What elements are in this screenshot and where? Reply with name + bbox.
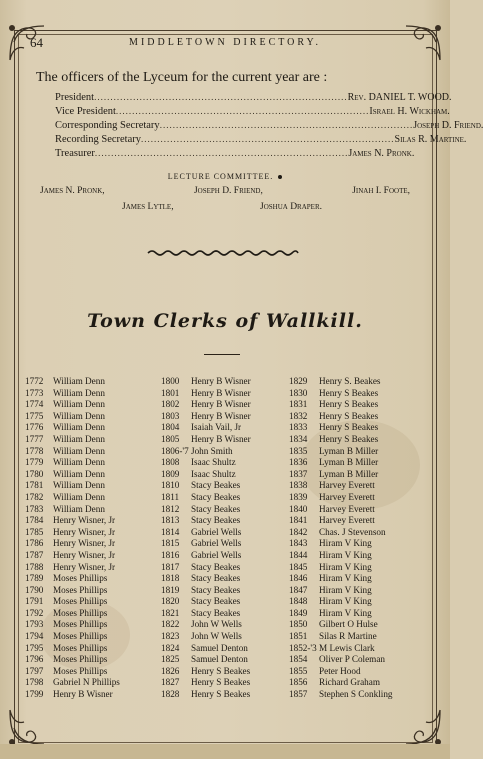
clerk-name: Hiram V King <box>319 561 372 572</box>
lecture-committee-title: LECTURE COMMITTEE. <box>167 172 274 181</box>
clerk-year: 1778 <box>25 445 44 456</box>
clerk-name: Stacy Beakes <box>191 561 241 572</box>
clerk-name: Isaac Shultz <box>191 468 236 479</box>
clerk-entry <box>289 608 393 620</box>
clerk-name: Stacy Beakes <box>191 515 241 526</box>
officer-role: Treasurer <box>55 148 95 159</box>
clerk-entry <box>161 388 251 400</box>
leader-dots: .............................................................................. <box>94 148 349 158</box>
clerk-name: Gabriel Wells <box>191 538 242 549</box>
clerk-year: 1808 <box>161 457 180 468</box>
clerk-name: Stacy Beakes <box>191 607 241 618</box>
clerk-entry <box>25 538 120 550</box>
clerk-name: Henry S Beakes <box>319 387 379 398</box>
clerk-name: Richard Graham <box>319 677 380 688</box>
clerk-name: William Denn <box>53 433 105 444</box>
clerk-name: Moses Phillips <box>53 584 108 595</box>
clerk-year: 1815 <box>161 538 180 549</box>
officer-row <box>55 148 415 162</box>
clerk-year: 1845 <box>289 561 308 572</box>
officer-name: Joseph D. Friend. <box>413 120 483 131</box>
clerk-entry <box>25 515 120 527</box>
officer-name: James N. Pronk. <box>348 148 415 159</box>
clerk-entry <box>25 666 120 678</box>
clerk-name: Stacy Beakes <box>191 491 241 502</box>
clerk-name: Henry Wisner, Jr <box>53 515 116 526</box>
clerk-name: William Denn <box>53 457 105 468</box>
clerk-name: Hiram V King <box>319 549 372 560</box>
clerks-column-2 <box>161 376 251 701</box>
clerk-year: 1821 <box>161 607 180 618</box>
clerk-name: Henry Wisner, Jr <box>53 549 116 560</box>
clerk-year: 1793 <box>25 619 44 630</box>
clerk-name: Lyman B Miller <box>319 445 379 456</box>
clerk-entry <box>25 677 120 689</box>
clerk-name: Lyman B Miller <box>319 457 379 468</box>
clerk-name: Moses Phillips <box>53 607 108 618</box>
clerk-year: 1818 <box>161 573 180 584</box>
clerk-year: 1844 <box>289 549 308 560</box>
clerk-name: Henry Wisner, Jr <box>53 526 116 537</box>
clerk-year: 1847 <box>289 584 308 595</box>
clerk-name: Henry B Wisner <box>191 387 251 398</box>
clerk-year: 1806-'7 <box>161 445 189 456</box>
clerk-name: Gilbert O Hulse <box>319 619 378 630</box>
clerk-year: 1784 <box>25 515 44 526</box>
clerk-name: Stephen S Conkling <box>319 689 393 700</box>
clerk-entry <box>25 527 120 539</box>
clerk-name: Gabriel Wells <box>191 549 242 560</box>
clerk-year: 1829 <box>289 376 308 386</box>
clerk-year: 1826 <box>161 665 180 676</box>
clerk-entry <box>161 596 251 608</box>
clerk-name: Gabriel Wells <box>191 526 242 537</box>
clerk-name: Harvey Everett <box>319 480 375 491</box>
clerk-entry <box>289 666 393 678</box>
clerk-entry <box>25 422 120 434</box>
clerk-year: 1835 <box>289 445 308 456</box>
clerk-year: 1785 <box>25 526 44 537</box>
clerk-year: 1803 <box>161 410 180 421</box>
clerk-name: John Smith <box>191 445 233 456</box>
officer-name: Israel H. Wickham. <box>369 106 450 117</box>
clerk-year: 1775 <box>25 410 44 421</box>
lyceum-intro: The officers of the Lyceum for the current year are : <box>36 70 328 85</box>
clerk-name: Harvey Everett <box>319 503 375 514</box>
clerk-name: Stacy Beakes <box>191 503 241 514</box>
clerk-name: Henry B Wisner <box>191 399 251 410</box>
clerk-entry <box>289 585 393 597</box>
clerk-entry <box>25 573 120 585</box>
clerk-entry <box>25 562 120 574</box>
clerk-year: 1830 <box>289 387 308 398</box>
clerk-entry <box>289 527 393 539</box>
clerk-name: Hiram V King <box>319 538 372 549</box>
clerk-name: Samuel Denton <box>191 654 248 665</box>
clerk-year: 1792 <box>25 607 44 618</box>
lecture-committee-row <box>40 186 410 196</box>
clerk-entry <box>161 446 251 458</box>
clerk-entry <box>289 654 393 666</box>
officer-name: Silas R. Martine. <box>394 134 467 145</box>
clerk-year: 1827 <box>161 677 180 688</box>
clerk-name: Gabriel N Phillips <box>53 677 120 688</box>
clerk-year: 1823 <box>161 631 180 642</box>
clerk-name: Lyman B Miller <box>319 468 379 479</box>
clerk-entry <box>25 504 120 516</box>
clerk-entry <box>161 376 251 388</box>
clerk-entry <box>25 631 120 643</box>
clerk-year: 1857 <box>289 689 308 700</box>
clerk-entry <box>289 434 393 446</box>
clerk-entry <box>289 492 393 504</box>
clerk-entry <box>161 504 251 516</box>
clerk-entry <box>289 376 393 388</box>
clerk-year: 1838 <box>289 480 308 491</box>
clerk-year: 1777 <box>25 433 44 444</box>
clerk-year: 1794 <box>25 631 44 642</box>
clerk-entry <box>25 469 120 481</box>
clerk-entry <box>25 608 120 620</box>
clerk-entry <box>289 619 393 631</box>
clerk-entry <box>161 677 251 689</box>
page-bottom-edge <box>0 744 450 759</box>
clerk-name: Samuel Denton <box>191 642 248 653</box>
clerk-year: 1851 <box>289 631 308 642</box>
title-rule <box>204 354 240 355</box>
clerk-name: William Denn <box>53 503 105 514</box>
clerk-entry <box>289 422 393 434</box>
clerk-name: William Denn <box>53 480 105 491</box>
officer-row <box>55 120 483 134</box>
clerk-year: 1828 <box>161 689 180 700</box>
clerk-name: Moses Phillips <box>53 596 108 607</box>
clerk-name: Stacy Beakes <box>191 480 241 491</box>
clerk-year: 1834 <box>289 433 308 444</box>
clerk-name: Henry B Wisner <box>191 410 251 421</box>
clerk-year: 1842 <box>289 526 308 537</box>
clerk-year: 1782 <box>25 491 44 502</box>
clerk-entry <box>161 562 251 574</box>
clerk-name: Isaac Shultz <box>191 457 236 468</box>
clerk-year: 1833 <box>289 422 308 433</box>
clerk-name: Henry B Wisner <box>53 689 113 700</box>
clerk-year: 1855 <box>289 665 308 676</box>
clerk-year: 1819 <box>161 584 180 595</box>
clerk-year: 1816 <box>161 549 180 560</box>
clerk-name: Henry S Beakes <box>319 433 379 444</box>
leader-dots: .............................................................................. <box>115 106 370 116</box>
clerk-entry <box>161 550 251 562</box>
clerk-entry <box>25 446 120 458</box>
clerk-name: Henry S Beakes <box>319 410 379 421</box>
clerk-entry <box>161 457 251 469</box>
clerk-year: 1825 <box>161 654 180 665</box>
clerk-entry <box>25 376 120 388</box>
clerk-entry <box>25 457 120 469</box>
officers-list <box>55 92 483 162</box>
clerk-entry <box>25 480 120 492</box>
clerk-entry <box>289 446 393 458</box>
clerk-year: 1839 <box>289 491 308 502</box>
clerk-year: 1836 <box>289 457 308 468</box>
clerk-year: 1837 <box>289 468 308 479</box>
clerk-entry <box>289 504 393 516</box>
clerk-entry <box>161 689 251 701</box>
officer-row <box>55 106 450 120</box>
committee-member: Joseph D. Friend, <box>193 186 263 196</box>
officer-role: Vice President <box>55 106 116 117</box>
running-head: MIDDLETOWN DIRECTORY. <box>129 37 321 48</box>
clerk-name: Henry S. Beakes <box>319 376 381 386</box>
clerk-name: Henry S Beakes <box>191 689 251 700</box>
clerks-column-1 <box>25 376 120 701</box>
clerk-name: Stacy Beakes <box>191 573 241 584</box>
officer-row <box>55 134 467 148</box>
clerk-name: Henry B Wisner <box>191 376 251 386</box>
clerk-name: Moses Phillips <box>53 619 108 630</box>
clerk-entry <box>25 689 120 701</box>
clerk-year: 1850 <box>289 619 308 630</box>
clerk-year: 1780 <box>25 468 44 479</box>
clerk-year: 1832 <box>289 410 308 421</box>
clerk-name: William Denn <box>53 376 105 386</box>
clerk-name: John W Wells <box>191 619 242 630</box>
committee-member: Joshua Draper. <box>260 202 322 212</box>
clerk-year: 1849 <box>289 607 308 618</box>
clerk-entry <box>289 469 393 481</box>
clerk-entry <box>289 573 393 585</box>
clerk-year: 1814 <box>161 526 180 537</box>
clerk-name: Chas. J Stevenson <box>319 526 386 537</box>
clerk-name: William Denn <box>53 422 105 433</box>
committee-member: James Lytle, <box>122 202 174 212</box>
clerk-entry <box>161 643 251 655</box>
clerk-name: Moses Phillips <box>53 573 108 584</box>
clerk-year: 1812 <box>161 503 180 514</box>
leader-dots: .............................................................................. <box>159 120 414 130</box>
committee-member: James N. Pronk, <box>40 186 105 196</box>
clerk-year: 1791 <box>25 596 44 607</box>
clerk-year: 1799 <box>25 689 44 700</box>
clerk-year: 1852-'3 <box>289 642 317 653</box>
clerk-year: 1805 <box>161 433 180 444</box>
clerk-year: 1824 <box>161 642 180 653</box>
clerk-entry <box>25 492 120 504</box>
section-title: Town Clerks of Wallkill. <box>87 310 363 332</box>
clerk-name: M Lewis Clark <box>319 642 375 653</box>
clerk-year: 1773 <box>25 387 44 398</box>
clerk-entry <box>289 550 393 562</box>
clerk-entry <box>289 480 393 492</box>
wavy-divider-icon <box>148 248 298 258</box>
clerk-year: 1843 <box>289 538 308 549</box>
clerk-entry <box>161 480 251 492</box>
clerk-entry <box>161 654 251 666</box>
leader-dots: .............................................................................. <box>141 134 395 144</box>
clerk-year: 1854 <box>289 654 308 665</box>
clerk-year: 1781 <box>25 480 44 491</box>
clerk-year: 1856 <box>289 677 308 688</box>
clerk-entry <box>161 434 251 446</box>
officer-role: Corresponding Secretary <box>55 120 160 131</box>
clerk-name: Moses Phillips <box>53 665 108 676</box>
clerk-name: Hiram V King <box>319 584 372 595</box>
clerk-year: 1788 <box>25 561 44 572</box>
clerk-name: William Denn <box>53 410 105 421</box>
clerk-year: 1790 <box>25 584 44 595</box>
clerk-entry <box>161 422 251 434</box>
clerk-name: William Denn <box>53 399 105 410</box>
clerk-entry <box>161 399 251 411</box>
clerk-name: Harvey Everett <box>319 515 375 526</box>
clerk-name: Stacy Beakes <box>191 596 241 607</box>
clerk-entry <box>25 434 120 446</box>
page-header <box>0 35 450 51</box>
lecture-committee-row <box>122 202 322 212</box>
clerk-entry <box>25 643 120 655</box>
clerk-entry <box>25 596 120 608</box>
clerk-entry <box>289 411 393 423</box>
clerk-year: 1774 <box>25 399 44 410</box>
clerk-year: 1848 <box>289 596 308 607</box>
clerk-entry <box>161 631 251 643</box>
clerk-year: 1841 <box>289 515 308 526</box>
clerk-entry <box>161 619 251 631</box>
clerk-entry <box>289 457 393 469</box>
clerk-year: 1809 <box>161 468 180 479</box>
clerk-name: John W Wells <box>191 631 242 642</box>
clerk-entry <box>161 411 251 423</box>
clerk-year: 1831 <box>289 399 308 410</box>
clerk-year: 1801 <box>161 387 180 398</box>
clerks-column-3 <box>289 376 393 701</box>
clerk-year: 1813 <box>161 515 180 526</box>
clerk-name: Henry S Beakes <box>191 677 251 688</box>
clerk-name: Henry S Beakes <box>319 422 379 433</box>
officer-row <box>55 92 452 106</box>
clerk-entry <box>289 677 393 689</box>
clerk-entry <box>289 689 393 701</box>
clerk-year: 1840 <box>289 503 308 514</box>
clerk-entry <box>289 562 393 574</box>
clerk-entry <box>289 515 393 527</box>
clerk-entry <box>25 399 120 411</box>
clerk-entry <box>161 492 251 504</box>
clerk-name: Henry B Wisner <box>191 433 251 444</box>
clerk-year: 1795 <box>25 642 44 653</box>
clerk-year: 1796 <box>25 654 44 665</box>
clerk-entry <box>161 608 251 620</box>
clerk-name: Moses Phillips <box>53 631 108 642</box>
clerk-name: Moses Phillips <box>53 642 108 653</box>
clerk-year: 1820 <box>161 596 180 607</box>
clerk-name: William Denn <box>53 468 105 479</box>
committee-member: Jinah I. Foote, <box>352 186 410 196</box>
clerk-entry <box>25 654 120 666</box>
clerk-year: 1804 <box>161 422 180 433</box>
clerk-year: 1817 <box>161 561 180 572</box>
clerk-name: Oliver P Coleman <box>319 654 386 665</box>
clerk-year: 1776 <box>25 422 44 433</box>
clerk-entry <box>161 573 251 585</box>
leader-dots: .............................................................................. <box>94 92 348 102</box>
clerk-entry <box>161 666 251 678</box>
clerk-name: Harvey Everett <box>319 491 375 502</box>
clerk-name: Henry S Beakes <box>191 665 251 676</box>
clerk-entry <box>161 585 251 597</box>
clerk-entry <box>25 585 120 597</box>
clerk-entry <box>289 399 393 411</box>
clerk-year: 1783 <box>25 503 44 514</box>
clerk-year: 1786 <box>25 538 44 549</box>
clerk-name: William Denn <box>53 491 105 502</box>
clerk-name: Isaiah Vail, Jr <box>191 422 242 433</box>
clerk-name: Hiram V King <box>319 607 372 618</box>
clerk-name: William Denn <box>53 445 105 456</box>
clerk-name: Henry Wisner, Jr <box>53 561 116 572</box>
clerk-name: Peter Hood <box>319 665 361 676</box>
clerk-entry <box>289 643 393 655</box>
bullet-icon <box>278 175 282 179</box>
lecture-committee-heading <box>0 172 450 181</box>
clerk-entry <box>289 388 393 400</box>
clerk-entry <box>289 631 393 643</box>
clerk-year: 1798 <box>25 677 44 688</box>
clerk-name: Hiram V King <box>319 596 372 607</box>
clerk-name: Silas R Martine <box>319 631 377 642</box>
officer-role: Recording Secretary <box>55 134 142 145</box>
officer-name: Rev. DANIEL T. WOOD. <box>347 92 452 103</box>
clerk-name: Henry S Beakes <box>319 399 379 410</box>
clerk-entry <box>289 538 393 550</box>
clerk-year: 1800 <box>161 376 180 386</box>
clerk-entry <box>25 550 120 562</box>
officer-role: President <box>55 92 95 103</box>
clerk-name: Moses Phillips <box>53 654 108 665</box>
clerk-entry <box>161 527 251 539</box>
clerk-year: 1772 <box>25 376 44 386</box>
clerk-name: Stacy Beakes <box>191 584 241 595</box>
clerk-year: 1810 <box>161 480 180 491</box>
clerk-year: 1779 <box>25 457 44 468</box>
clerk-name: Hiram V King <box>319 573 372 584</box>
clerk-year: 1787 <box>25 549 44 560</box>
clerk-year: 1802 <box>161 399 180 410</box>
clerk-year: 1797 <box>25 665 44 676</box>
clerk-year: 1811 <box>161 491 180 502</box>
page-number: 64 <box>30 35 43 50</box>
clerk-entry <box>25 619 120 631</box>
clerk-entry <box>161 469 251 481</box>
clerk-entry <box>161 515 251 527</box>
clerk-entry <box>289 596 393 608</box>
clerk-year: 1789 <box>25 573 44 584</box>
clerk-name: William Denn <box>53 387 105 398</box>
clerk-year: 1822 <box>161 619 180 630</box>
clerk-entry <box>161 538 251 550</box>
clerk-entry <box>25 411 120 423</box>
clerk-year: 1846 <box>289 573 308 584</box>
clerk-entry <box>25 388 120 400</box>
clerk-name: Henry Wisner, Jr <box>53 538 116 549</box>
